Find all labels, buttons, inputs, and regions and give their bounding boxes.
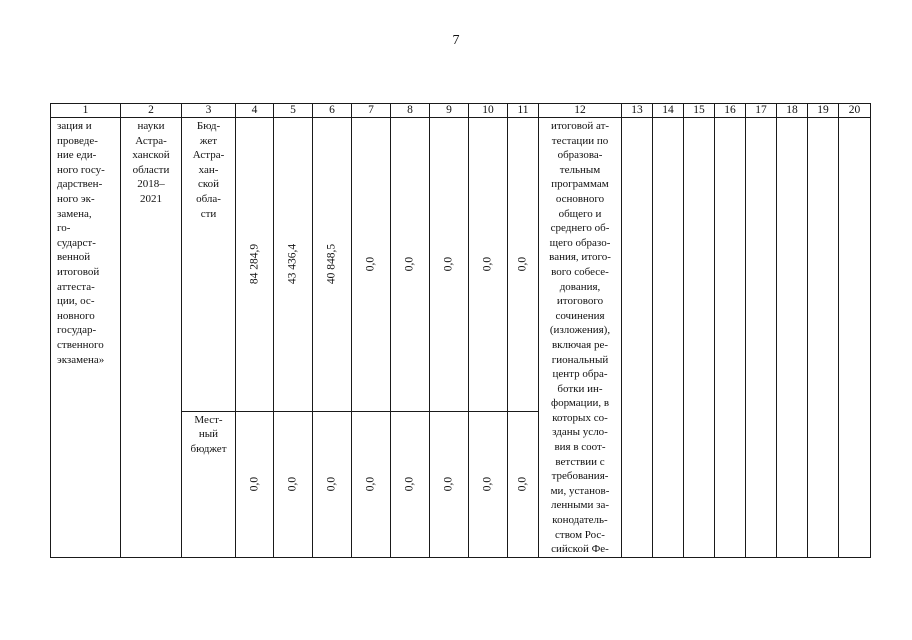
value-cell: [430, 411, 469, 557]
value-cell: [352, 411, 391, 557]
regional-value-col10: 0,0: [481, 257, 494, 272]
value-cell: [313, 118, 352, 412]
header-cell: 18: [777, 104, 808, 118]
regional-value-col4: 84 284,9: [248, 244, 261, 285]
local-value-col4: 0,0: [248, 477, 261, 492]
value-cell: [391, 118, 430, 412]
regional-value-col8: 0,0: [403, 257, 416, 272]
local-value-col9: 0,0: [442, 477, 455, 492]
result-cell: [539, 118, 622, 558]
header-cell: 7: [352, 104, 391, 118]
empty-cell: [653, 118, 684, 558]
local-value-col6: 0,0: [325, 477, 338, 492]
column-number-row: [51, 104, 871, 118]
value-cell: [236, 118, 274, 412]
value-cell: [430, 118, 469, 412]
value-cell: [352, 118, 391, 412]
regional-budget-row: [51, 118, 871, 412]
executor-cell: [121, 118, 182, 558]
header-cell: 2: [121, 104, 182, 118]
regional-value-col6: 40 848,5: [325, 244, 338, 285]
value-cell: [508, 411, 539, 557]
empty-cell: [715, 118, 746, 558]
header-cell: 19: [808, 104, 839, 118]
local-value-col10: 0,0: [481, 477, 494, 492]
empty-cell: [808, 118, 839, 558]
header-cell: 12: [539, 104, 622, 118]
header-cell: 10: [469, 104, 508, 118]
value-cell: [236, 411, 274, 557]
regional-budget-label: Бюд- жет Астра- хан- ской обла- сти: [192, 120, 225, 220]
funding-source-cell: [182, 411, 236, 557]
value-cell: [508, 118, 539, 412]
empty-cell: [746, 118, 777, 558]
header-cell: 1: [51, 104, 121, 118]
regional-value-col5: 43 436,4: [286, 244, 299, 285]
local-value-col8: 0,0: [403, 477, 416, 492]
executor-text: науки Астра- ханской области 2018– 2021: [132, 120, 170, 205]
empty-cell: [839, 118, 871, 558]
header-cell: 17: [746, 104, 777, 118]
local-value-col7: 0,0: [364, 477, 377, 492]
header-cell: 4: [236, 104, 274, 118]
header-cell: 16: [715, 104, 746, 118]
empty-cell: [777, 118, 808, 558]
header-cell: 14: [653, 104, 684, 118]
header-cell: 11: [508, 104, 539, 118]
result-text: итоговой ат- тестации по образова- тельным программам основного общего и среднего об- щего образо- вания, итого- вого собесе- дования, итогового сочинения (изложения), включая ре- гиональный центр обра- ботки ин- формации, в которых со- зданы усло- вия в соот- ветствии с требования- ми, установ- ленными за- конодатель- ством Рос- сийской Фе-: [549, 120, 611, 556]
value-cell: [469, 118, 508, 412]
program-table: [50, 103, 871, 558]
empty-cell: [684, 118, 715, 558]
header-cell: 13: [622, 104, 653, 118]
page-number: 7: [452, 33, 460, 48]
value-cell: [274, 411, 313, 557]
local-value-col5: 0,0: [286, 477, 299, 492]
value-cell: [274, 118, 313, 412]
value-cell: [469, 411, 508, 557]
header-cell: 8: [391, 104, 430, 118]
empty-cell: [622, 118, 653, 558]
activity-cell: [51, 118, 121, 558]
local-value-col11: 0,0: [516, 477, 529, 492]
activity-text: зация и проведе- ние еди- ного госу- дарствен- ного эк- замена, го- сударст- венной итоговой аттеста- ции, ос- новного государ- ственного экзамена»: [57, 120, 105, 366]
header-cell: 3: [182, 104, 236, 118]
header-cell: 20: [839, 104, 871, 118]
regional-value-col11: 0,0: [516, 257, 529, 272]
header-cell: 5: [274, 104, 313, 118]
header-cell: 15: [684, 104, 715, 118]
value-cell: [391, 411, 430, 557]
header-cell: 6: [313, 104, 352, 118]
header-cell: 9: [430, 104, 469, 118]
regional-value-col7: 0,0: [364, 257, 377, 272]
value-cell: [313, 411, 352, 557]
regional-value-col9: 0,0: [442, 257, 455, 272]
funding-source-cell: [182, 118, 236, 412]
local-budget-label: Мест- ный бюджет: [190, 413, 227, 456]
